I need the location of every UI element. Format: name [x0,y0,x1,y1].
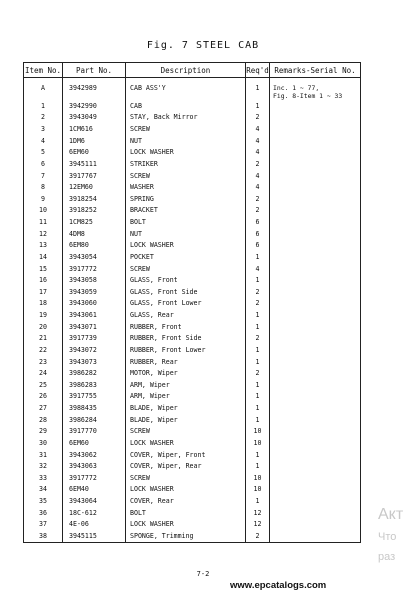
reqd-cell: 2 [246,530,270,542]
table-row [24,484,361,496]
part-no-cell: 6EM60 [63,147,126,159]
item-no-cell: 11 [24,216,63,228]
reqd-cell: 4 [246,147,270,159]
table-row [24,414,361,426]
part-no-cell: 12EM60 [63,181,126,193]
part-no-cell: 3918254 [63,193,126,205]
remarks-cell [270,484,361,496]
part-no-cell: 3943061 [63,309,126,321]
item-no-cell: 35 [24,495,63,507]
part-no-cell: 3988435 [63,402,126,414]
remarks-cell [270,216,361,228]
description-cell: CAB ASS'Y [126,78,246,101]
table-row [24,112,361,124]
reqd-cell: 1 [246,460,270,472]
site-url[interactable]: www.epcatalogs.com [230,580,327,591]
reqd-cell: 1 [246,356,270,368]
description-cell: BOLT [126,507,246,519]
table-row [24,530,361,542]
table-row [24,228,361,240]
reqd-cell: 1 [246,251,270,263]
remarks-cell [270,274,361,286]
item-no-cell: 19 [24,309,63,321]
item-no-cell: 15 [24,263,63,275]
table-row [24,135,361,147]
item-no-cell: 25 [24,379,63,391]
description-cell: LOCK WASHER [126,484,246,496]
description-cell: BRACKET [126,205,246,217]
part-no-cell: 3917767 [63,170,126,182]
part-no-cell: 3942990 [63,100,126,112]
table-row [24,321,361,333]
reqd-cell: 2 [246,112,270,124]
description-cell: POCKET [126,251,246,263]
remarks-cell [270,379,361,391]
description-cell: GLASS, Rear [126,309,246,321]
table-row [24,367,361,379]
part-no-cell: 3917770 [63,426,126,438]
reqd-cell: 1 [246,100,270,112]
header-remarks: Remarks-Serial No. [270,63,361,78]
table-row [24,333,361,345]
watermark-text: Акт [378,506,404,523]
item-no-cell: 3 [24,123,63,135]
remarks-cell [270,472,361,484]
item-no-cell: 38 [24,530,63,542]
part-no-cell: 3943060 [63,298,126,310]
table-row [24,344,361,356]
description-cell: COVER, Wiper, Rear [126,460,246,472]
table-row [24,379,361,391]
part-no-cell: 3986284 [63,414,126,426]
part-no-cell: 3943049 [63,112,126,124]
part-no-cell: 3943073 [63,356,126,368]
description-cell: ARM, Wiper [126,379,246,391]
remarks-cell [270,298,361,310]
part-no-cell: 3943054 [63,251,126,263]
remarks-cell [270,344,361,356]
remarks-cell [270,495,361,507]
table-row [24,100,361,112]
reqd-cell: 2 [246,367,270,379]
part-no-cell: 3945115 [63,530,126,542]
remarks-cell [270,309,361,321]
reqd-cell: 6 [246,240,270,252]
item-no-cell: 6 [24,158,63,170]
item-no-cell: 13 [24,240,63,252]
reqd-cell: 4 [246,181,270,193]
description-cell: COVER, Wiper, Front [126,449,246,461]
description-cell: SCREW [126,472,246,484]
description-cell: ARM, Wiper [126,391,246,403]
description-cell: SPONGE, Trimming [126,530,246,542]
item-no-cell: 24 [24,367,63,379]
part-no-cell: 3943059 [63,286,126,298]
table-row [24,437,361,449]
table-row [24,298,361,310]
header-reqd: Req'd [246,63,270,78]
reqd-cell: 6 [246,228,270,240]
item-no-cell: 34 [24,484,63,496]
reqd-cell: 2 [246,333,270,345]
reqd-cell: 2 [246,286,270,298]
remarks-cell [270,460,361,472]
description-cell: BOLT [126,216,246,228]
item-no-cell: 33 [24,472,63,484]
reqd-cell: 2 [246,193,270,205]
description-cell: WASHER [126,181,246,193]
part-no-cell: 3943062 [63,449,126,461]
reqd-cell: 10 [246,437,270,449]
description-cell: NUT [126,135,246,147]
part-no-cell: 3986282 [63,367,126,379]
item-no-cell: 23 [24,356,63,368]
reqd-cell: 4 [246,135,270,147]
remarks-cell: Inc. 1 ~ 77, Fig. 8-Item 1 ~ 33 [270,78,361,101]
part-no-cell: 3943071 [63,321,126,333]
part-no-cell: 18C-612 [63,507,126,519]
description-cell: GLASS, Front Side [126,286,246,298]
reqd-cell: 1 [246,321,270,333]
item-no-cell: 20 [24,321,63,333]
reqd-cell: 4 [246,123,270,135]
remarks-cell [270,519,361,531]
remarks-cell [270,263,361,275]
remarks-cell [270,414,361,426]
part-no-cell: 3943064 [63,495,126,507]
part-no-cell: 3918252 [63,205,126,217]
remarks-cell [270,426,361,438]
table-row [24,286,361,298]
remarks-cell [270,147,361,159]
table-row [24,251,361,263]
watermark-text: раз [378,551,396,563]
part-no-cell: 1CM616 [63,123,126,135]
reqd-cell: 2 [246,205,270,217]
part-no-cell: 3917755 [63,391,126,403]
part-no-cell: 3943058 [63,274,126,286]
item-no-cell: 29 [24,426,63,438]
description-cell: COVER, Rear [126,495,246,507]
item-no-cell: 30 [24,437,63,449]
item-no-cell: 12 [24,228,63,240]
description-cell: SCREW [126,123,246,135]
description-cell: BLADE, Wiper [126,402,246,414]
description-cell: SPRING [126,193,246,205]
reqd-cell: 2 [246,158,270,170]
remarks-cell [270,367,361,379]
table-row [24,170,361,182]
part-no-cell: 3945111 [63,158,126,170]
part-no-cell: 6EM60 [63,437,126,449]
item-no-cell: 31 [24,449,63,461]
item-no-cell: 5 [24,147,63,159]
remarks-cell [270,228,361,240]
remarks-cell [270,112,361,124]
part-no-cell: 6EM40 [63,484,126,496]
reqd-cell: 10 [246,426,270,438]
item-no-cell: 32 [24,460,63,472]
table-row [24,402,361,414]
description-cell: LOCK WASHER [126,147,246,159]
reqd-cell: 4 [246,170,270,182]
remarks-cell [270,437,361,449]
item-no-cell: 21 [24,333,63,345]
item-no-cell: 4 [24,135,63,147]
description-cell: RUBBER, Front Side [126,333,246,345]
description-cell: RUBBER, Front Lower [126,344,246,356]
item-no-cell: 16 [24,274,63,286]
reqd-cell: 1 [246,379,270,391]
table-row [24,181,361,193]
table-row [24,472,361,484]
table-row [24,123,361,135]
description-cell: RUBBER, Front [126,321,246,333]
item-no-cell: 18 [24,298,63,310]
reqd-cell: 1 [246,274,270,286]
reqd-cell: 1 [246,391,270,403]
watermark-text: Что [378,531,397,543]
table-row [24,309,361,321]
reqd-cell: 1 [246,344,270,356]
description-cell: SCREW [126,263,246,275]
table-row [24,507,361,519]
remarks-cell [270,240,361,252]
reqd-cell: 1 [246,78,270,101]
description-cell: LOCK WASHER [126,240,246,252]
reqd-cell: 12 [246,519,270,531]
table-row [24,158,361,170]
item-no-cell: 37 [24,519,63,531]
remarks-cell [270,530,361,542]
reqd-cell: 6 [246,216,270,228]
table-row [24,263,361,275]
part-no-cell: 3917772 [63,263,126,275]
part-no-cell: 1CM825 [63,216,126,228]
table-row [24,274,361,286]
part-no-cell: 4DM8 [63,228,126,240]
table-row [24,426,361,438]
page-number: 7-2 [196,570,210,578]
item-no-cell: 1 [24,100,63,112]
remarks-cell [270,100,361,112]
header-description: Description [126,63,246,78]
description-cell: MOTOR, Wiper [126,367,246,379]
part-no-cell: 6EM80 [63,240,126,252]
item-no-cell: 22 [24,344,63,356]
description-cell: GLASS, Front [126,274,246,286]
remarks-cell [270,507,361,519]
remarks-cell [270,123,361,135]
remarks-cell [270,449,361,461]
reqd-cell: 12 [246,507,270,519]
description-cell: CAB [126,100,246,112]
remarks-cell [270,205,361,217]
remarks-cell [270,391,361,403]
header-item-no: Item No. [24,63,63,78]
remarks-cell [270,356,361,368]
remarks-cell [270,158,361,170]
item-no-cell: 14 [24,251,63,263]
part-no-cell: 3942989 [63,78,126,101]
item-no-cell: 2 [24,112,63,124]
description-cell: NUT [126,228,246,240]
item-no-cell: 17 [24,286,63,298]
description-cell: SCREW [126,426,246,438]
item-no-cell: A [24,78,63,101]
reqd-cell: 4 [246,263,270,275]
part-no-cell: 4E-06 [63,519,126,531]
item-no-cell: 9 [24,193,63,205]
description-cell: STRIKER [126,158,246,170]
description-cell: GLASS, Front Lower [126,298,246,310]
reqd-cell: 10 [246,472,270,484]
description-cell: SCREW [126,170,246,182]
part-no-cell: 3917739 [63,333,126,345]
remarks-cell [270,193,361,205]
description-cell: STAY, Back Mirror [126,112,246,124]
table-header-row [24,63,361,78]
item-no-cell: 26 [24,391,63,403]
header-part-no: Part No. [63,63,126,78]
table-row [24,449,361,461]
remarks-cell [270,333,361,345]
table-row [24,193,361,205]
reqd-cell: 1 [246,402,270,414]
remarks-cell [270,286,361,298]
item-no-cell: 27 [24,402,63,414]
remarks-cell [270,181,361,193]
table-body [24,78,361,543]
description-cell: LOCK WASHER [126,437,246,449]
parts-table [23,62,361,543]
table-row [24,356,361,368]
item-no-cell: 7 [24,170,63,182]
remarks-cell [270,321,361,333]
reqd-cell: 2 [246,298,270,310]
part-no-cell: 3943063 [63,460,126,472]
reqd-cell: 1 [246,414,270,426]
item-no-cell: 36 [24,507,63,519]
part-no-cell: 3943072 [63,344,126,356]
table-row [24,495,361,507]
description-cell: BLADE, Wiper [126,414,246,426]
table-row [24,519,361,531]
table-row [24,78,361,101]
part-no-cell: 1DM6 [63,135,126,147]
table-row [24,147,361,159]
part-no-cell: 3917772 [63,472,126,484]
remarks-cell [270,251,361,263]
reqd-cell: 10 [246,484,270,496]
reqd-cell: 1 [246,449,270,461]
reqd-cell: 1 [246,309,270,321]
remarks-cell [270,402,361,414]
table-row [24,216,361,228]
description-cell: LOCK WASHER [126,519,246,531]
item-no-cell: 28 [24,414,63,426]
page-title: Fig. 7 STEEL CAB [146,40,260,51]
remarks-cell [270,170,361,182]
remarks-cell [270,135,361,147]
table-row [24,240,361,252]
part-no-cell: 3986283 [63,379,126,391]
item-no-cell: 10 [24,205,63,217]
description-cell: RUBBER, Rear [126,356,246,368]
table-row [24,391,361,403]
reqd-cell: 1 [246,495,270,507]
table-row [24,205,361,217]
table-row [24,460,361,472]
item-no-cell: 8 [24,181,63,193]
